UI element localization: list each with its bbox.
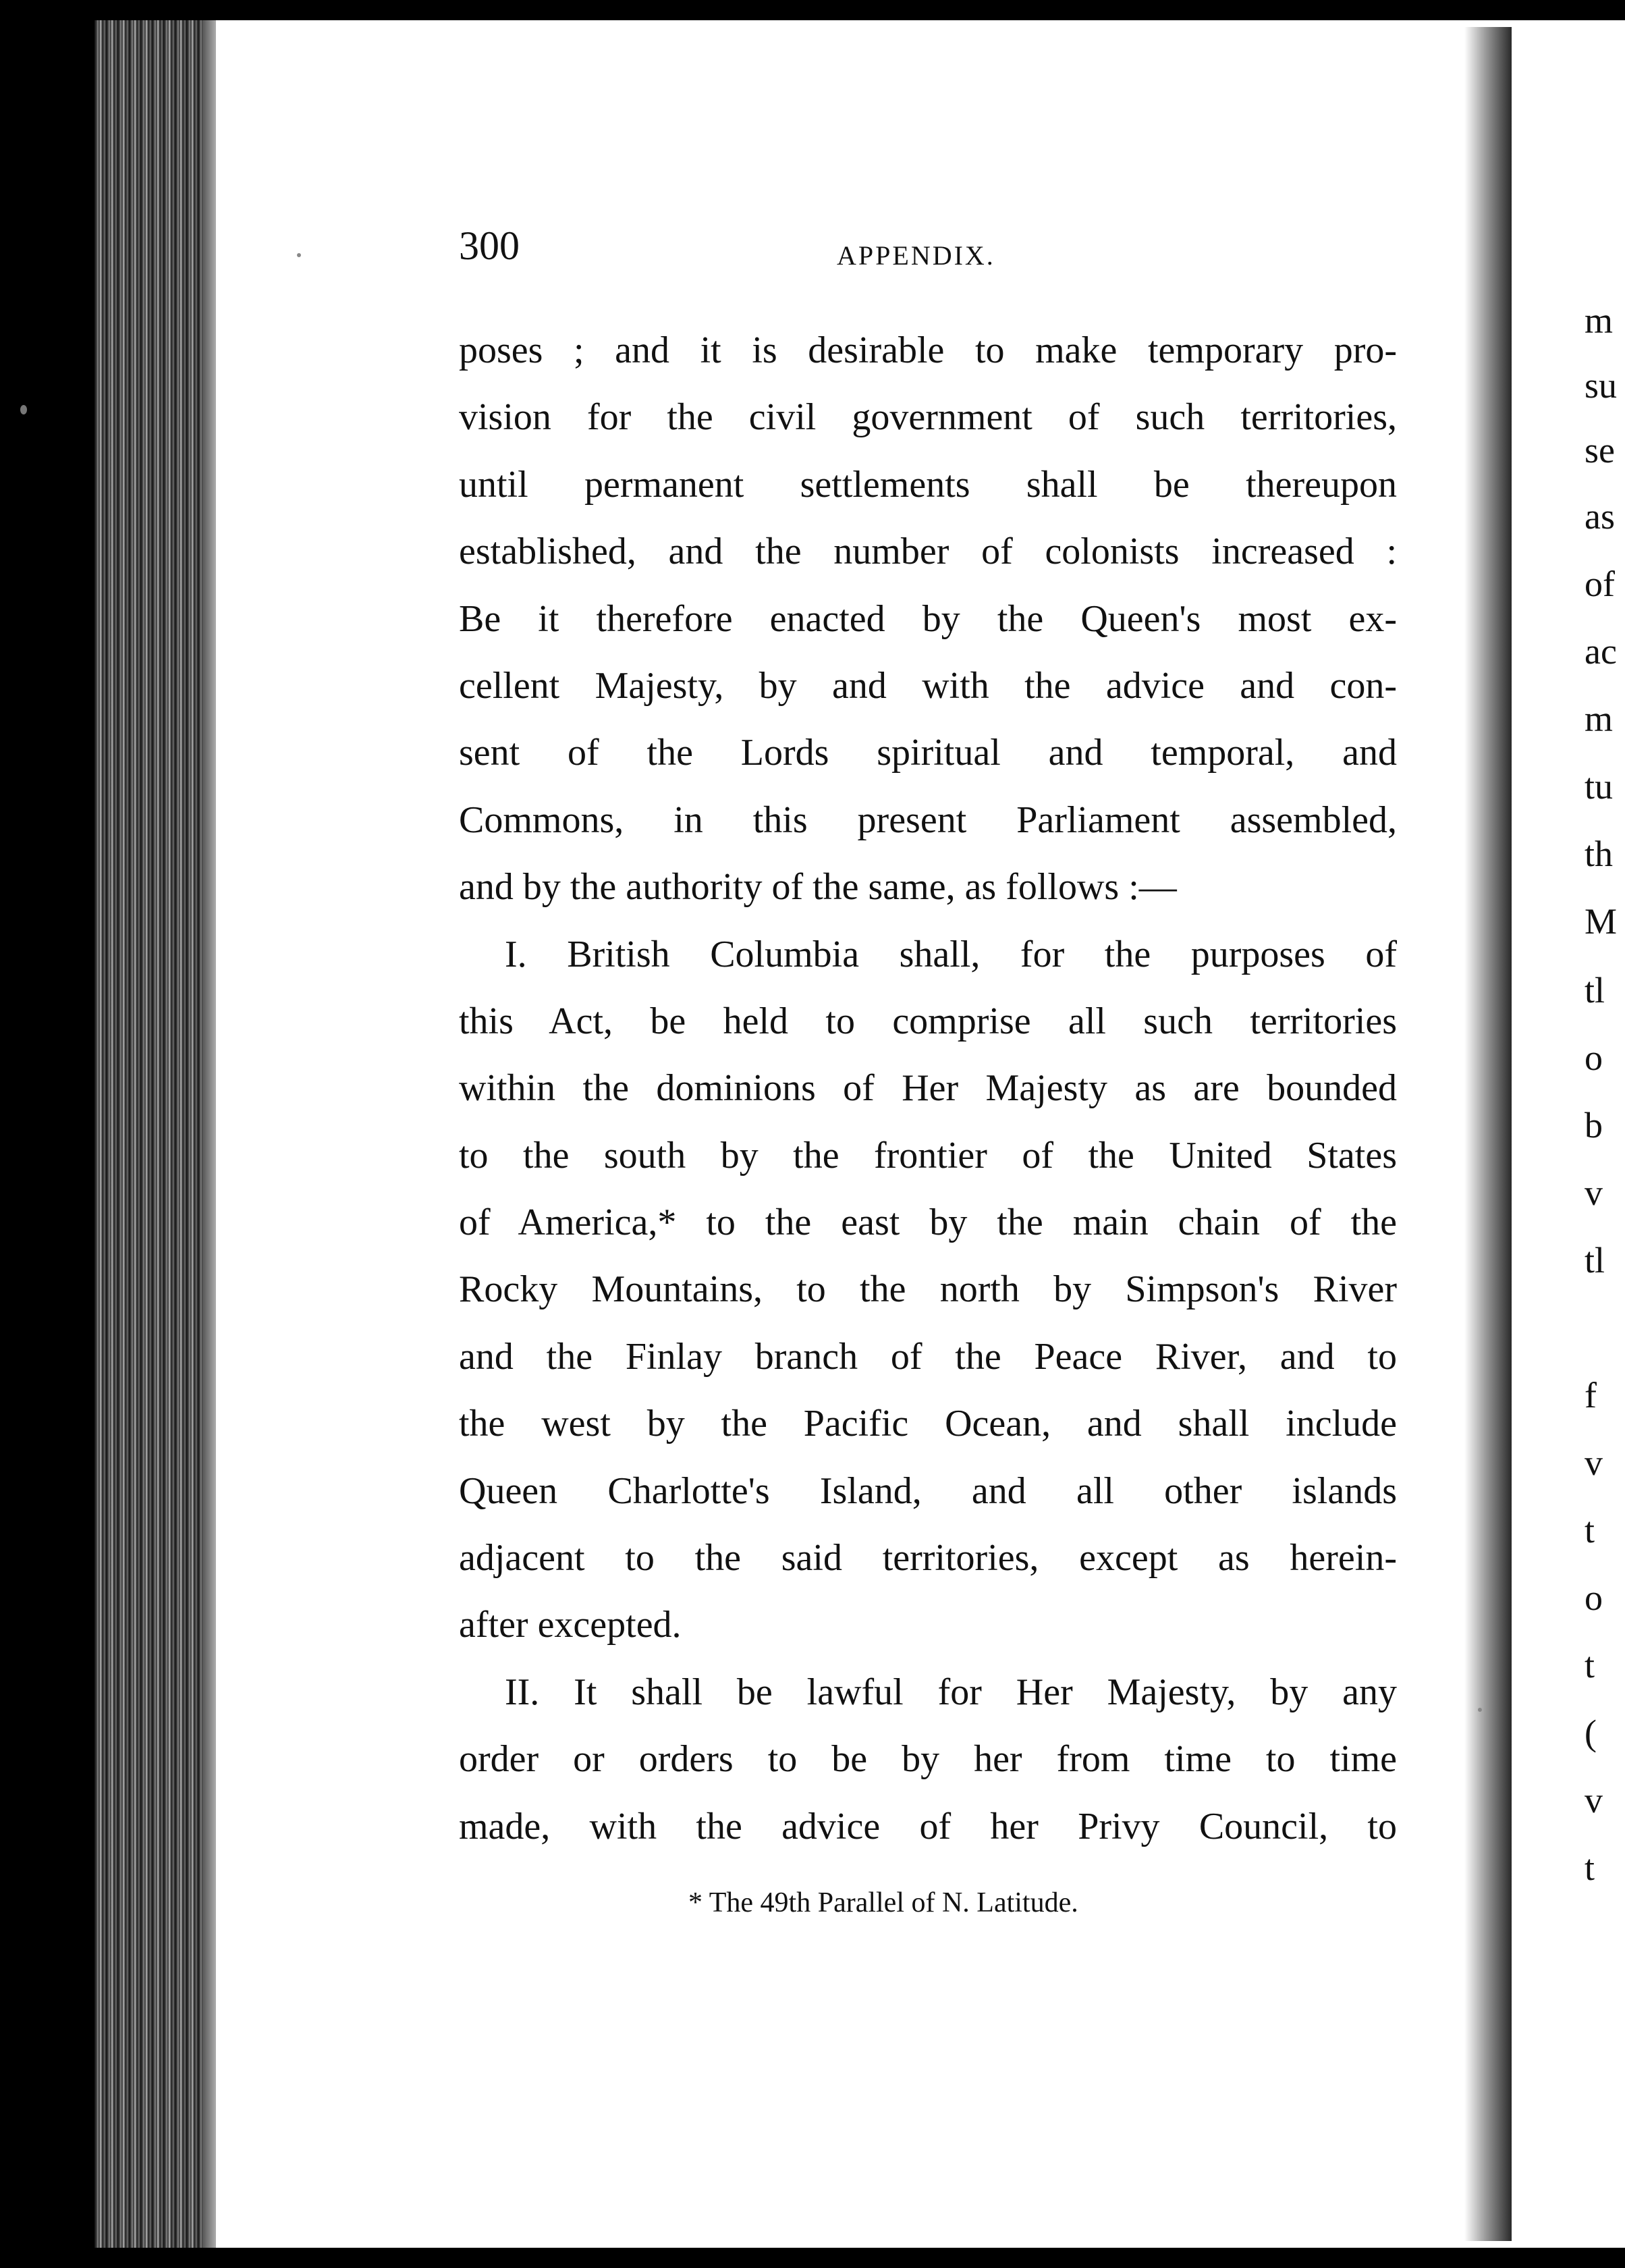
facing-fragment: m — [1585, 300, 1614, 341]
body-text — [459, 317, 1397, 1860]
text-line: Queen Charlotte's Island, and all other islands — [459, 1469, 1397, 1512]
text-line: poses ; and it is desirable to make temporary pro- — [459, 329, 1397, 371]
section-ii-first-line: II. It shall be lawful for Her Majesty, by any — [505, 1671, 1397, 1713]
text-line: of America,* to the east by the main chain of the — [459, 1202, 1397, 1244]
text-line: the west by the Pacific Ocean, and shall include — [459, 1403, 1397, 1445]
facing-fragment: of — [1585, 564, 1615, 604]
text-line: established, and the number of colonists increased : — [459, 531, 1397, 573]
text-line: made, with the advice of her Privy Council, to — [459, 1805, 1397, 1847]
facing-fragment: th — [1585, 834, 1614, 874]
facing-fragment: v — [1585, 1442, 1603, 1483]
text-line: Rocky Mountains, to the north by Simpson's River — [459, 1268, 1397, 1311]
facing-page-text-fragments — [1585, 0, 1625, 2268]
text-line: and the Finlay branch of the Peace River, and to — [459, 1335, 1397, 1378]
facing-fragment: m — [1585, 699, 1614, 739]
facing-fragment: ac — [1585, 631, 1617, 672]
text-line: cellent Majesty, by and with the advice and con- — [459, 664, 1397, 707]
facing-fragment: t — [1585, 1847, 1595, 1888]
text-line: this Act, be held to comprise all such territories — [459, 1000, 1397, 1042]
text-line: and by the authority of the same, as follows :— — [459, 866, 1177, 909]
running-head: APPENDIX. — [837, 240, 995, 271]
binding-gutter — [1464, 27, 1512, 2241]
text-line: Be it therefore enacted by the Queen's most ex- — [459, 597, 1397, 640]
text-line: to the south by the frontier of the United States — [459, 1134, 1397, 1177]
text-line: order or orders to be by her from time to time — [459, 1738, 1397, 1781]
facing-fragment: M — [1585, 901, 1618, 942]
facing-fragment: f — [1585, 1375, 1597, 1415]
facing-fragment: as — [1585, 496, 1615, 537]
text-line: within the dominions of Her Majesty as are bounded — [459, 1067, 1397, 1110]
facing-fragment: su — [1585, 365, 1618, 406]
book-fore-edge — [94, 20, 216, 2248]
facing-fragment: o — [1585, 1577, 1603, 1618]
facing-fragment: o — [1585, 1037, 1603, 1078]
footnote: * The 49th Parallel of N. Latitude. — [688, 1887, 1078, 1918]
facing-fragment: v — [1585, 1172, 1603, 1213]
facing-fragment: t — [1585, 1645, 1595, 1685]
dust-speck — [20, 405, 27, 414]
text-line: adjacent to the said territories, except as herein- — [459, 1537, 1397, 1580]
section-i-first-line: I. British Columbia shall, for the purposes of — [505, 933, 1397, 975]
text-line: sent of the Lords spiritual and temporal, and — [459, 732, 1397, 774]
text-line: after excepted. — [459, 1604, 682, 1646]
facing-fragment: ( — [1585, 1712, 1597, 1753]
facing-fragment: v — [1585, 1780, 1603, 1820]
page-number: 300 — [459, 223, 520, 268]
text-line: until permanent settlements shall be thereupon — [459, 463, 1397, 506]
facing-fragment: b — [1585, 1105, 1603, 1145]
facing-fragment: tu — [1585, 766, 1614, 807]
facing-fragment: se — [1585, 430, 1615, 470]
dust-speck — [1478, 1708, 1482, 1712]
dust-speck — [297, 253, 301, 257]
text-line: Commons, in this present Parliament assembled, — [459, 799, 1397, 841]
facing-fragment: t — [1585, 1510, 1595, 1550]
text-line: vision for the civil government of such territories, — [459, 396, 1397, 439]
facing-fragment: tl — [1585, 1240, 1605, 1280]
facing-fragment: tl — [1585, 970, 1605, 1010]
